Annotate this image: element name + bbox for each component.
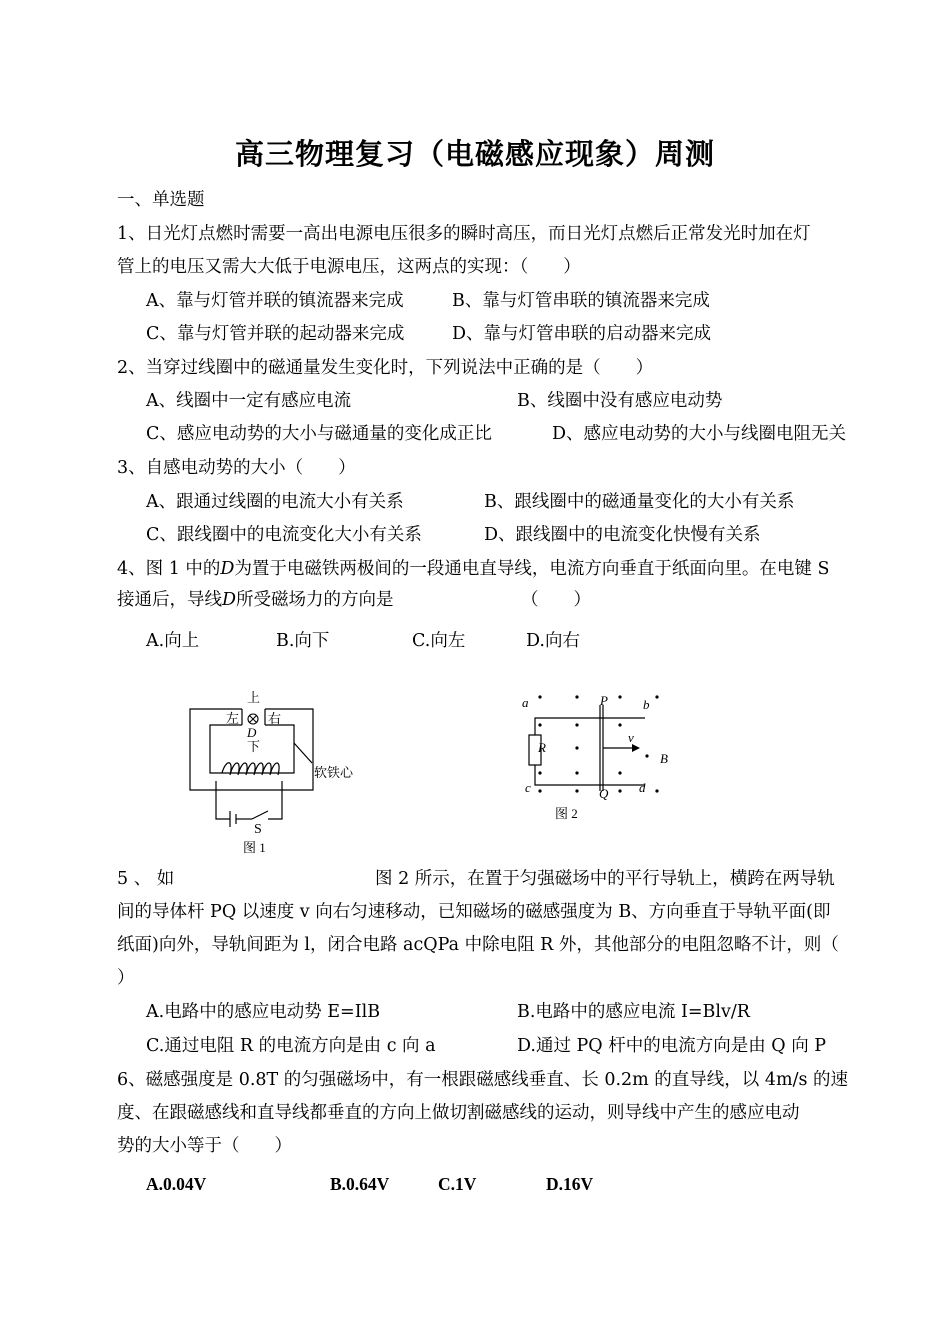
- fig2-label-c: c: [525, 780, 531, 795]
- q4-text-2a: 接通后，导线: [117, 590, 222, 610]
- fig2-caption: 图 2: [555, 806, 578, 821]
- fig1-caption: 图 1: [243, 840, 266, 855]
- q4-option-b: B.向下: [276, 631, 330, 651]
- q4-option-d: D.向右: [526, 631, 580, 651]
- q6-stem-line1: 6、磁感强度是 0.8T 的匀强磁场中，有一根跟磁感线垂直、长 0.2m 的直导线，以 4m/s 的速: [117, 1070, 849, 1090]
- q4-text-1b: 为置于电磁铁两极间的一段通电直导线，电流方向垂直于纸面向里。在电键 S: [234, 559, 830, 579]
- q6-stem-line3: 势的大小等于（ ）: [117, 1136, 292, 1156]
- q3-option-c: C、跟线圈中的电流变化大小有关系: [146, 525, 422, 545]
- q5-stem-line4: ）: [117, 968, 135, 988]
- fig2-label-p: P: [600, 693, 608, 708]
- q6-option-b: B.0.64V: [330, 1174, 390, 1194]
- figure-1-electromagnet: [180, 685, 370, 865]
- q2-option-d: D、感应电动势的大小与线圈电阻无关: [552, 424, 847, 444]
- page-title: 高三物理复习（电磁感应现象）周测: [234, 137, 715, 171]
- q3-stem: 3、自感电动势的大小（ ）: [117, 458, 356, 478]
- q4-text-2b: 所受磁场力的方向是: [236, 590, 394, 610]
- q6-option-c: C.1V: [438, 1174, 477, 1194]
- q5-option-a: A.电路中的感应电动势 E=IlB: [146, 1002, 381, 1022]
- q4-stem-line2: [117, 588, 394, 612]
- q1-option-b: B、靠与灯管串联的镇流器来完成: [452, 291, 710, 311]
- fig2-label-b: b: [643, 697, 650, 712]
- q4-text-D2: D: [222, 590, 237, 610]
- q4-answer-paren: （ ）: [521, 590, 591, 610]
- fig2-label-a: a: [522, 695, 529, 710]
- q5-option-b: B.电路中的感应电流 I=Blv/R: [517, 1002, 750, 1022]
- q5-stem-line1b: 图 2 所示，在置于匀强磁场中的平行导轨上，横跨在两导轨: [375, 869, 835, 889]
- fig2-label-d: d: [639, 780, 646, 795]
- figure-2-rails: [510, 685, 690, 830]
- fig2-label-q: Q: [599, 786, 609, 801]
- q3-option-d: D、跟线圈中的电流变化快慢有关系: [484, 525, 761, 545]
- q5-option-c: C.通过电阻 R 的电流方向是由 c 向 a: [146, 1036, 436, 1056]
- q2-option-a: A、线圈中一定有感应电流: [146, 391, 352, 411]
- section-heading: 一、单选题: [117, 190, 205, 210]
- fig1-label-up: 上: [247, 690, 261, 705]
- q1-stem-line2: 管上的电压又需大大低于电源电压，这两点的实现：（ ）: [117, 257, 581, 277]
- q2-stem: 2、当穿过线圈中的磁通量发生变化时，下列说法中正确的是（ ）: [117, 358, 654, 378]
- fig1-label-switch: S: [254, 822, 262, 837]
- fig2-label-field: B: [660, 751, 668, 766]
- q4-text-1a: 4、图 1 中的: [117, 559, 221, 579]
- q6-stem-line2: 度、在跟磁感线和直导线都垂直的方向上做切割磁感线的运动，则导线中产生的感应电动: [117, 1103, 800, 1123]
- fig1-label-down: 下: [247, 739, 261, 754]
- q1-option-c: C、靠与灯管并联的起动器来完成: [146, 324, 405, 344]
- q1-option-a: A、靠与灯管并联的镇流器来完成: [146, 291, 404, 311]
- q4-text-D: D: [220, 559, 235, 579]
- q4-stem-line1: [117, 557, 830, 581]
- q2-option-b: B、线圈中没有感应电动势: [517, 391, 723, 411]
- q6-option-a: A.0.04V: [146, 1174, 207, 1194]
- fig1-label-core: 软铁心: [314, 765, 354, 780]
- q5-stem-line3: 纸面)向外，导轨间距为 l，闭合电路 acQPa 中除电阻 R 外，其他部分的电阻忽略不计，则（: [117, 935, 839, 955]
- fig2-label-v: v: [628, 730, 634, 745]
- fig2-label-r: R: [538, 740, 546, 755]
- q2-option-c: C、感应电动势的大小与磁通量的变化成正比: [146, 424, 492, 444]
- q1-stem-line1: 1、日光灯点燃时需要一高出电源电压很多的瞬时高压，而日光灯点燃后正常发光时加在灯: [117, 224, 811, 244]
- q3-option-a: A、跟通过线圈的电流大小有关系: [146, 492, 404, 512]
- q5-stem-line1a: 5 、 如: [117, 869, 175, 889]
- q3-option-b: B、跟线圈中的磁通量变化的大小有关系: [484, 492, 795, 512]
- fig1-label-left: 左: [226, 711, 240, 726]
- q5-option-d: D.通过 PQ 杆中的电流方向是由 Q 向 P: [517, 1036, 827, 1056]
- fig1-label-right: 右: [268, 711, 282, 726]
- fig1-label-d: D: [247, 725, 257, 740]
- q6-option-d: D.16V: [546, 1174, 594, 1194]
- q4-option-a: A.向上: [146, 631, 200, 651]
- q5-stem-line2: 间的导体杆 PQ 以速度 v 向右匀速移动，已知磁场的磁感强度为 B、方向垂直于导轨平面(即: [117, 902, 831, 922]
- q1-option-d: D、靠与灯管串联的启动器来完成: [452, 324, 712, 344]
- q4-option-c: C.向左: [412, 631, 466, 651]
